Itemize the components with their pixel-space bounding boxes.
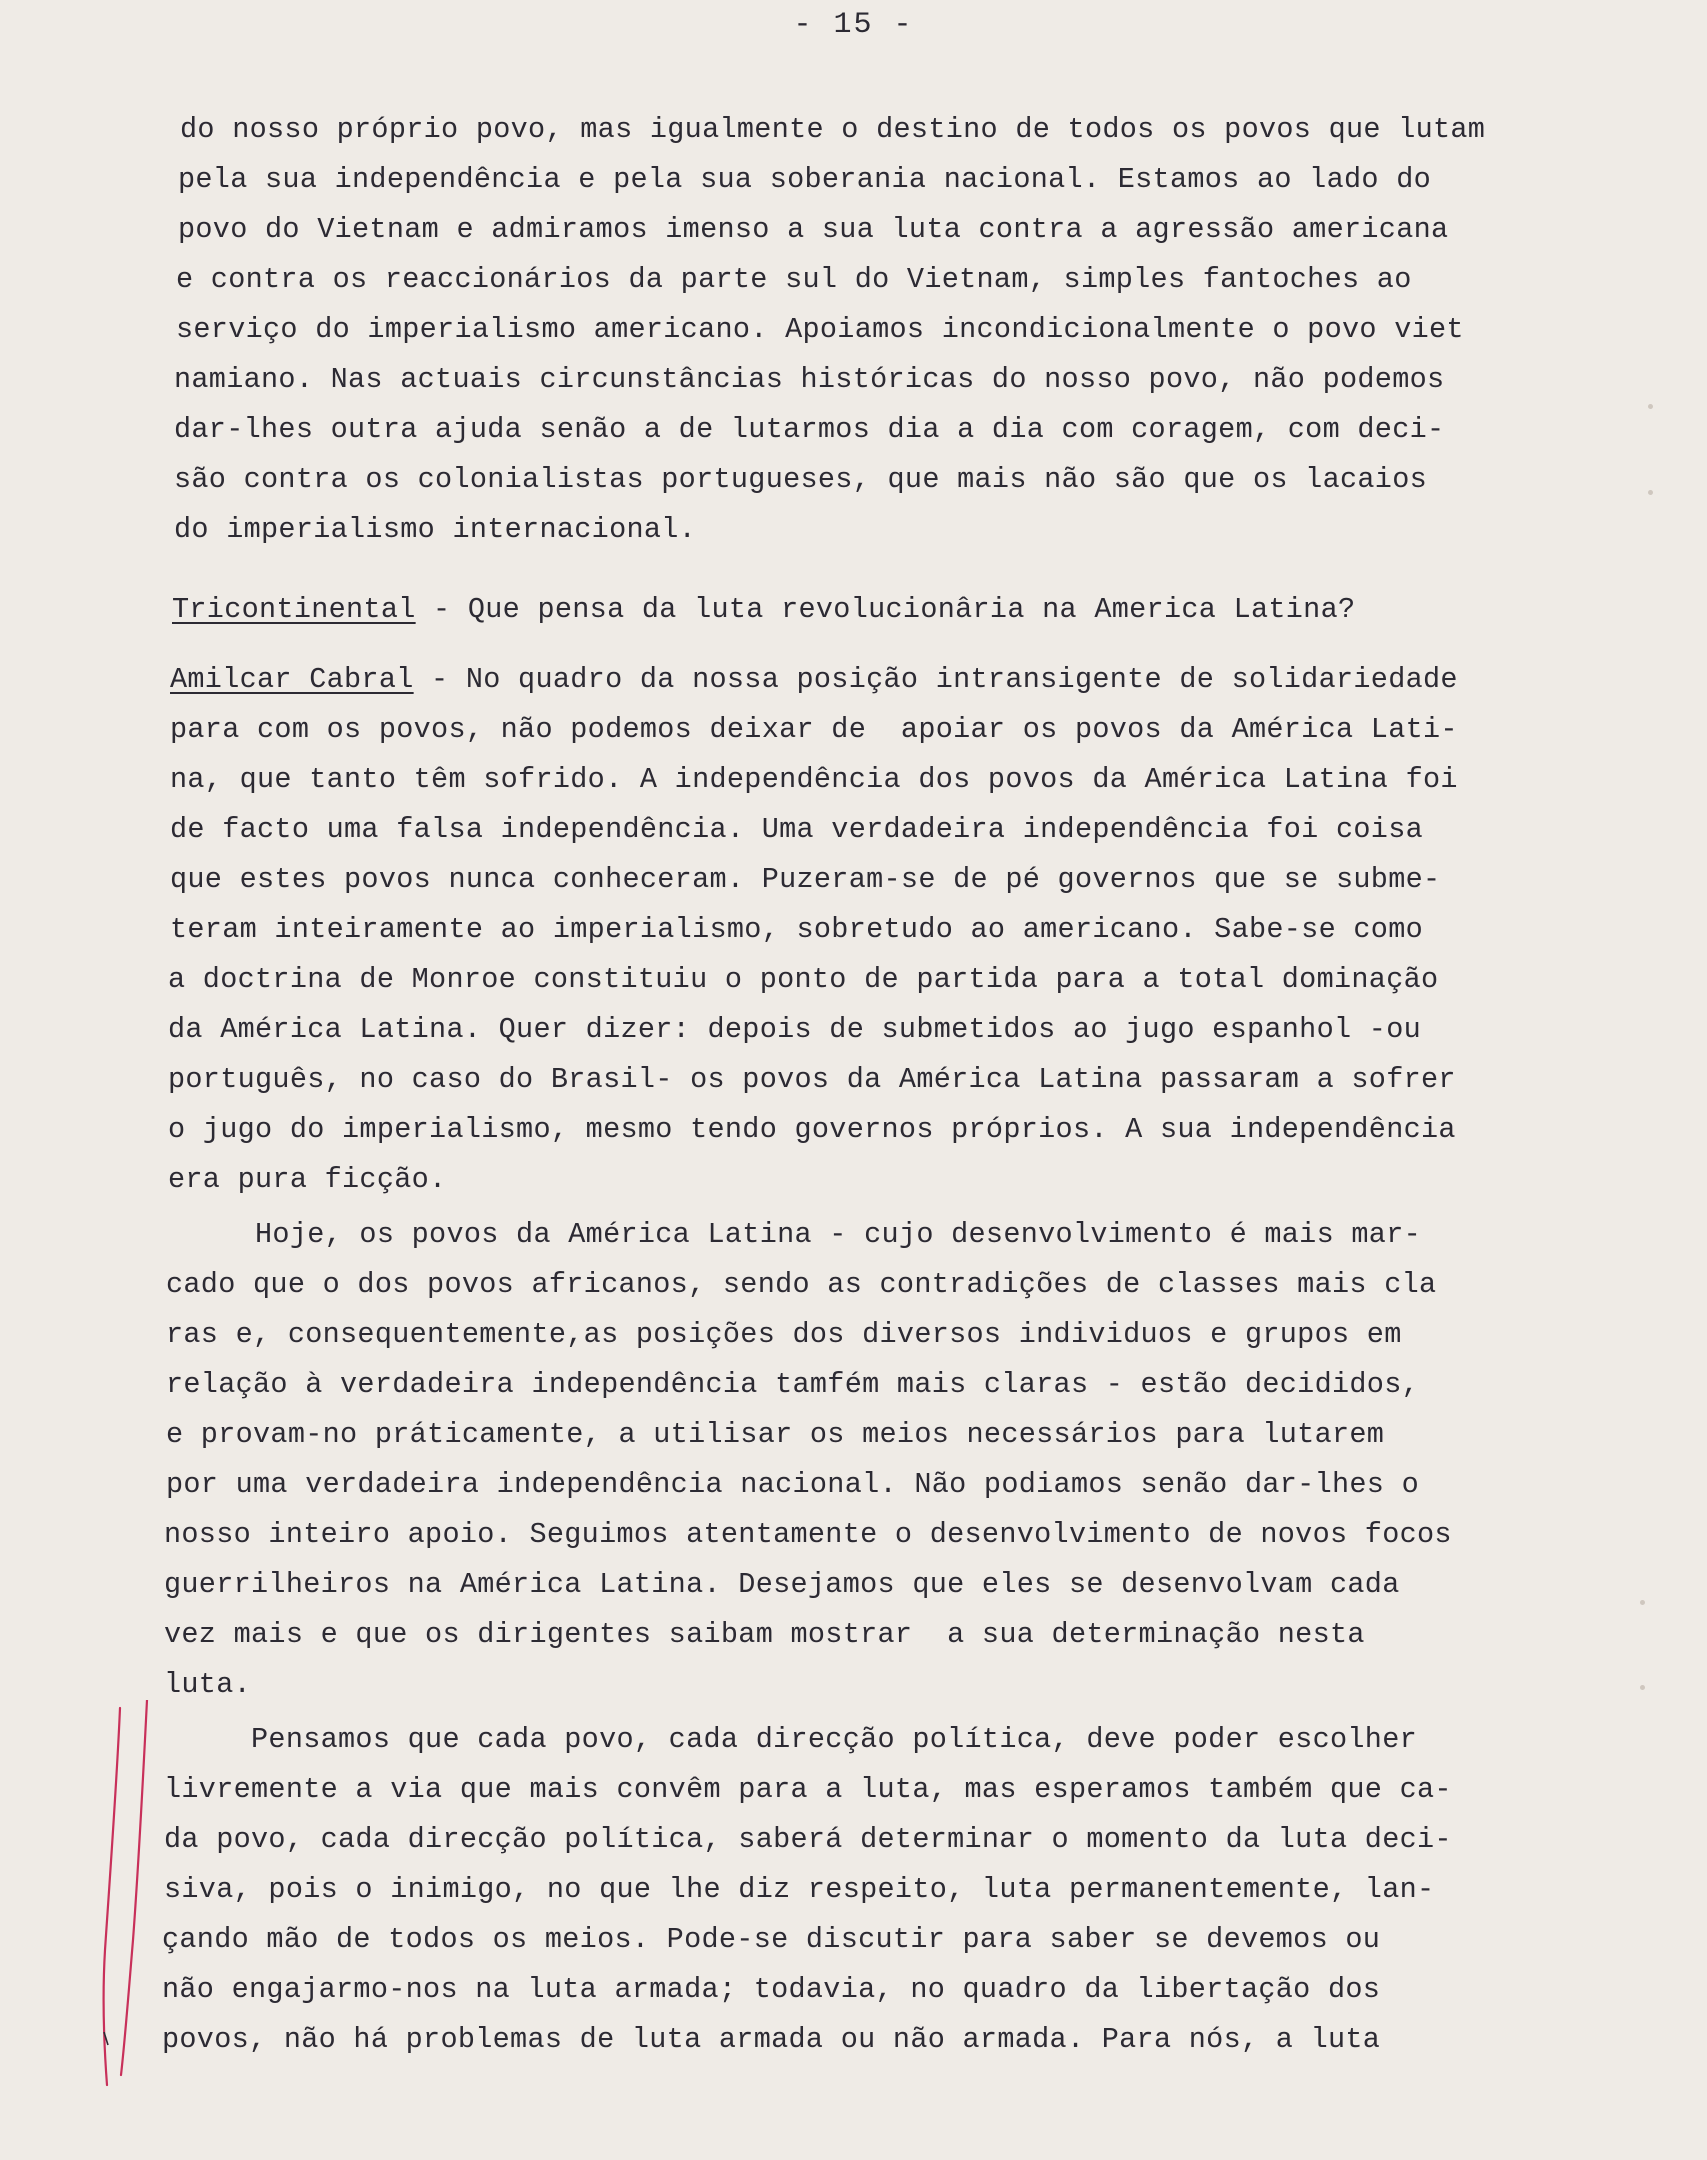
text-line <box>180 110 1485 150</box>
line-text: relação à verdadeira independência tamfém mais claras - estão decididos, <box>166 1368 1419 1401</box>
text-line <box>168 1160 446 1200</box>
text-line <box>166 1265 1436 1305</box>
text-line <box>164 1720 1417 1760</box>
text-line <box>164 1515 1452 1555</box>
text-line <box>164 1615 1365 1655</box>
line-text: na, que tanto têm sofrido. A independência dos povos da América Latina foi <box>170 763 1458 796</box>
text-line <box>170 860 1440 900</box>
text-line <box>170 810 1423 850</box>
text-line <box>168 1110 1456 1150</box>
text-line <box>170 760 1458 800</box>
margin-mark-left <box>104 1708 120 2085</box>
text-line <box>162 1920 1380 1960</box>
paper-speck <box>1648 404 1653 409</box>
speaker-label: Amilcar Cabral <box>170 663 414 696</box>
text-line <box>170 660 1458 700</box>
line-text: namiano. Nas actuais circunstâncias históricas do nosso povo, não podemos <box>174 363 1445 396</box>
text-line <box>176 310 1464 350</box>
line-text: livremente a via que mais convêm para a luta, mas esperamos também que ca- <box>164 1773 1452 1806</box>
line-text: serviço do imperialismo americano. Apoiamos incondicionalmente o povo viet <box>176 313 1464 346</box>
text-line <box>164 1565 1400 1605</box>
line-text: vez mais e que os dirigentes saibam mostrar a sua determinação nesta <box>164 1618 1365 1651</box>
speaker-label: Tricontinental <box>172 593 416 626</box>
text-line <box>164 1820 1452 1860</box>
text-line <box>164 1665 251 1705</box>
line-text: nosso inteiro apoio. Seguimos atentamente o desenvolvimento de novos focos <box>164 1518 1452 1551</box>
line-text: a doctrina de Monroe constituiu o ponto de partida para a total dominação <box>168 963 1439 996</box>
margin-marks-handwritten <box>95 1700 165 2100</box>
line-text: pela sua independência e pela sua soberania nacional. Estamos ao lado do <box>178 163 1431 196</box>
line-text: - No quadro da nossa posição intransigente de solidariedade <box>413 663 1458 696</box>
text-line <box>170 910 1423 950</box>
line-text: çando mão de todos os meios. Pode-se discutir para saber se devemos ou <box>162 1923 1381 1956</box>
text-line <box>166 1365 1419 1405</box>
paper-speck <box>1648 490 1653 495</box>
text-line <box>178 210 1448 250</box>
text-line <box>176 260 1412 300</box>
text-line <box>162 2020 1380 2060</box>
line-text: por uma verdadeira independência nacional. Não podiamos senão dar-lhes o <box>166 1468 1419 1501</box>
line-text: do imperialismo internacional. <box>174 513 697 546</box>
text-line <box>178 160 1431 200</box>
text-line <box>168 1215 1421 1255</box>
margin-mark-right <box>121 1700 147 2075</box>
line-text: guerrilheiros na América Latina. Desejamos que eles se desenvolvam cada <box>164 1568 1400 1601</box>
line-text: - Que pensa da luta revolucionâria na America Latina? <box>415 593 1356 626</box>
text-line <box>168 960 1438 1000</box>
line-text: da América Latina. Quer dizer: depois de submetidos ao jugo espanhol -ou <box>168 1013 1421 1046</box>
line-text: povos, não há problemas de luta armada ou não armada. Para nós, a luta <box>162 2023 1381 2056</box>
text-line <box>170 710 1458 750</box>
text-line <box>174 460 1427 500</box>
text-line <box>166 1315 1402 1355</box>
line-text: luta. <box>164 1668 252 1701</box>
line-text: não engajarmo-nos na luta armada; todavia, no quadro da libertação dos <box>162 1973 1381 2006</box>
line-text: de facto uma falsa independência. Uma verdadeira independência foi coisa <box>170 813 1423 846</box>
line-text: e contra os reaccionários da parte sul do Vietnam, simples fantoches ao <box>176 263 1412 296</box>
text-line <box>174 510 696 550</box>
text-line <box>166 1465 1419 1505</box>
paper-speck <box>1640 1685 1645 1690</box>
line-text: do nosso próprio povo, mas igualmente o destino de todos os povos que lutam <box>180 113 1486 146</box>
line-text: siva, pois o inimigo, no que lhe diz respeito, luta permanentemente, lan- <box>164 1873 1435 1906</box>
line-text: português, no caso do Brasil- os povos da América Latina passaram a sofrer <box>168 1063 1456 1096</box>
text-line <box>174 360 1444 400</box>
line-text: para com os povos, não podemos deixar de apoiar os povos da América Lati- <box>170 713 1458 746</box>
text-line <box>174 410 1444 450</box>
line-text: Hoje, os povos da América Latina - cujo desenvolvimento é mais mar- <box>168 1218 1421 1251</box>
line-text: ras e, consequentemente,as posições dos diversos individuos e grupos em <box>166 1318 1402 1351</box>
line-text: Pensamos que cada povo, cada direcção política, deve poder escolher <box>164 1723 1417 1756</box>
line-text: da povo, cada direcção política, saberá determinar o momento da luta deci- <box>164 1823 1452 1856</box>
line-text: que estes povos nunca conheceram. Puzeram-se de pé governos que se subme- <box>170 863 1441 896</box>
line-text: povo do Vietnam e admiramos imenso a sua luta contra a agressão americana <box>178 213 1449 246</box>
line-text: o jugo do imperialismo, mesmo tendo governos próprios. A sua independência <box>168 1113 1456 1146</box>
paper-speck <box>1640 1600 1645 1605</box>
text-line <box>172 590 1355 630</box>
line-text: são contra os colonialistas portugueses, que mais não são que os lacaios <box>174 463 1427 496</box>
line-text: cado que o dos povos africanos, sendo as contradições de classes mais cla <box>166 1268 1437 1301</box>
text-line <box>162 1970 1380 2010</box>
text-line <box>164 1870 1434 1910</box>
line-text: dar-lhes outra ajuda senão a de lutarmos dia a dia com coragem, com deci- <box>174 413 1445 446</box>
text-line <box>168 1010 1421 1050</box>
line-text: teram inteiramente ao imperialismo, sobretudo ao americano. Sabe-se como <box>170 913 1423 946</box>
line-text: e provam-no práticamente, a utilisar os meios necessários para lutarem <box>166 1418 1385 1451</box>
text-line <box>166 1415 1384 1455</box>
text-line <box>164 1770 1452 1810</box>
line-text: era pura ficção. <box>168 1163 447 1196</box>
text-line <box>168 1060 1456 1100</box>
page-number: - 15 - <box>793 8 914 42</box>
